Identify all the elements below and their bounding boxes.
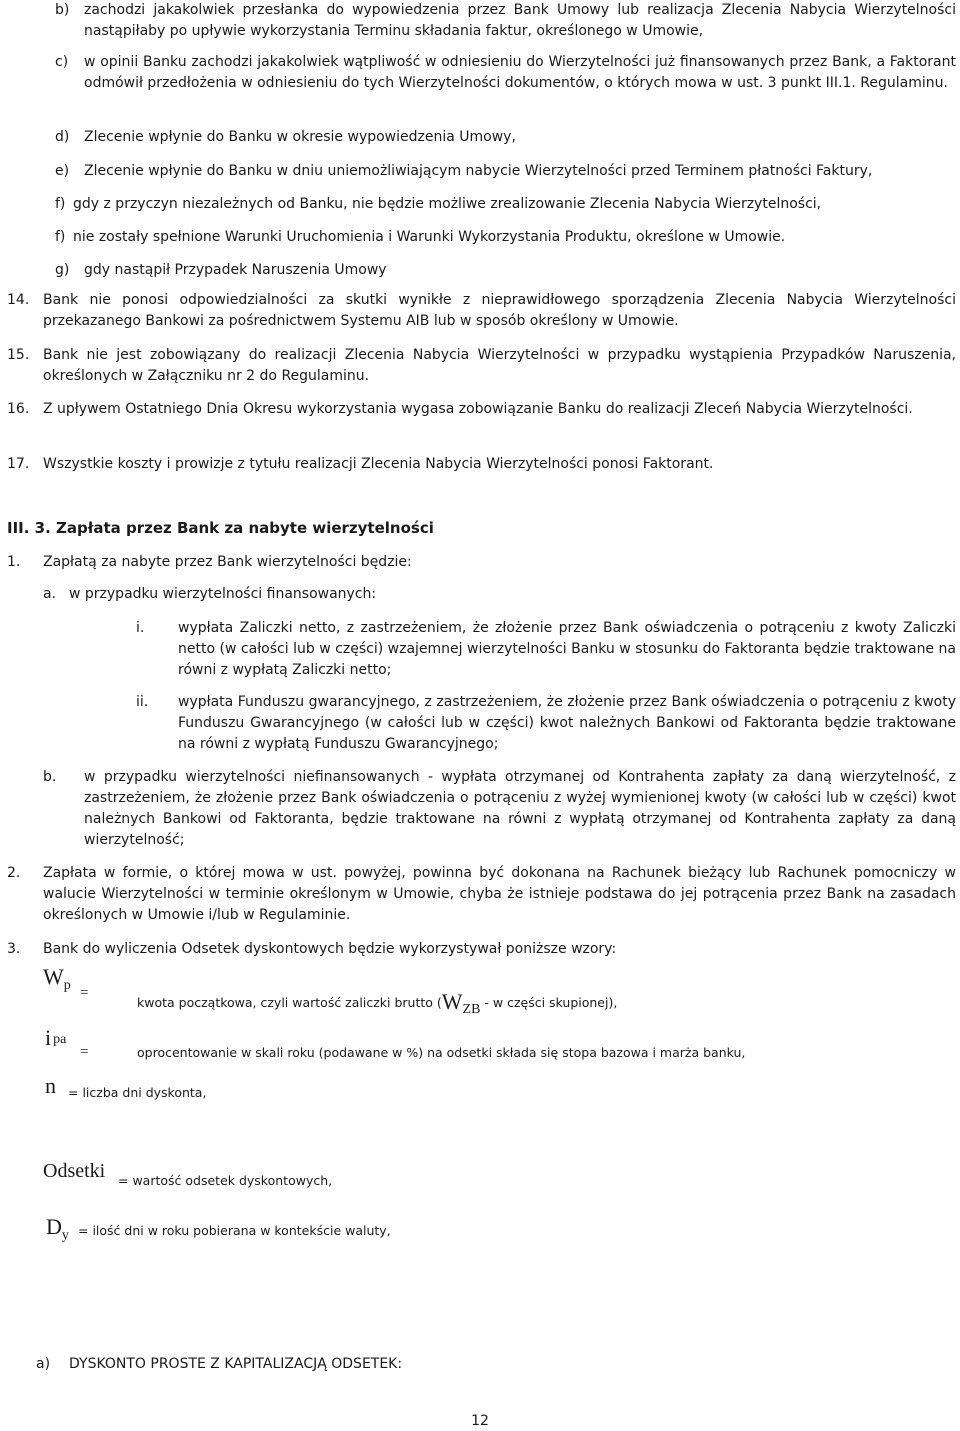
formula-equals: =: [80, 1044, 89, 1060]
roman-marker: i.: [136, 620, 145, 636]
list-marker: e): [55, 163, 70, 179]
numbered-item: Bank nie jest zobowiązany do realizacji Zlecenia Nabycia Wierzytelności w przypadku wystąpienia Przypadków Naruszenia, określonych w Załączniku nr 2 do Regulaminu.: [43, 347, 956, 384]
item-number: 14.: [7, 292, 30, 308]
list-item: w opinii Banku zachodzi jakakolwiek wątpliwość w odniesieniu do Wierzytelności już finansowanych przez Bank, a Faktorant odmówił przedłożenia w odniesieniu do tych Wierzytelności dokumentów, o których mowa w ust. 3 punkt III.1. Regulaminu.: [84, 54, 956, 91]
item-number: 2.: [7, 865, 21, 881]
item-number: 16.: [7, 401, 30, 417]
page-number: 12: [471, 1413, 489, 1429]
formula-symbol: $W_p$: [43, 964, 71, 993]
numbered-item: Zapłatą za nabyte przez Bank wierzytelności będzie:: [43, 554, 412, 570]
list-marker: f): [55, 229, 66, 245]
formula-symbol: Odsetki: [43, 1160, 106, 1182]
roman-item: wypłata Funduszu gwarancyjnego, z zastrzeżeniem, że złożenie przez Bank oświadczenia o potrąceniu z kwoty Funduszu Gwarancyjnego (w całości lub w części) kwot należnych Bankowi od Faktoranta będzie traktowane na równi z wypłatą Funduszu Gwarancyjnego;: [178, 694, 956, 752]
list-marker: c): [55, 54, 69, 70]
roman-item: wypłata Zaliczki netto, z zastrzeżeniem, że złożenie przez Bank oświadczenia o potrąceniu z kwoty Zaliczki netto (w całości lub w części) wzajemnej wierzytelności Banku w stosunku do Faktoranta będzie traktowane na równi z wypłatą Zaliczki netto;: [178, 620, 956, 678]
numbered-item: Wszystkie koszty i prowizje z tytułu realizacji Zlecenia Nabycia Wierzytelności ponosi Faktorant.: [43, 456, 714, 472]
list-item: zachodzi jakakolwiek przesłanka do wypowiedzenia przez Bank Umowy lub realizacja Zlecenia Nabycia Wierzytelności nastąpiłaby po upływie wykorzystania Terminu składania faktur, określonego w Umowie,: [84, 2, 956, 39]
item-number: 17.: [7, 456, 30, 472]
formula-symbol: ipa: [45, 1025, 67, 1050]
sub-marker: b.: [43, 769, 57, 785]
subsection-title: DYSKONTO PROSTE Z KAPITALIZACJĄ ODSETEK:: [69, 1356, 403, 1372]
section-heading: III. 3. Zapłata przez Bank za nabyte wierzytelności: [7, 519, 434, 537]
list-item: gdy z przyczyn niezależnych od Banku, nie będzie możliwe zrealizowanie Zlecenia Nabycia Wierzytelności,: [73, 196, 822, 212]
list-item: Zlecenie wpłynie do Banku w okresie wypowiedzenia Umowy,: [84, 129, 516, 145]
list-item: gdy nastąpił Przypadek Naruszenia Umowy: [84, 262, 387, 278]
numbered-item: Bank nie ponosi odpowiedzialności za skutki wynikłe z nieprawidłowego sporządzenia Zlecenia Nabycia Wierzytelności przekazanego Bankowi za pośrednictwem Systemu AIB lub w sposób określony w Umowie.: [43, 292, 956, 329]
formula-equals: =: [80, 985, 89, 1001]
item-number: 15.: [7, 347, 30, 363]
formula-description: oprocentowanie w skali roku (podawane w %) na odsetki składa się stopa bazowa i marża banku,: [137, 1045, 746, 1060]
sub-marker: a.: [43, 586, 57, 602]
formula-symbol: n: [45, 1073, 56, 1098]
sub-item: w przypadku wierzytelności niefinansowanych - wypłata otrzymanej od Kontrahenta zapłaty za daną wierzytelność, z zastrzeżeniem, że złożenie przez Bank oświadczenia o potrąceniu z wyżej wymienionej kwoty (w całości lub w części) kwot należnych Bankowi od Faktoranta, będzie traktowane na równi z wypłatą otrzymanej od Kontrahenta zapłaty za daną wierzytelność;: [84, 769, 956, 848]
list-marker: f): [55, 196, 66, 212]
formula-description: = ilość dni w roku pobierana w kontekście waluty,: [78, 1223, 391, 1238]
formula-symbol: $D_y$: [46, 1214, 69, 1243]
list-item: nie zostały spełnione Warunki Uruchomienia i Warunki Wykorzystania Produktu, określone w Umowie.: [73, 229, 786, 245]
subsection-marker: a): [36, 1356, 51, 1372]
list-item: Zlecenie wpłynie do Banku w dniu uniemożliwiającym nabycie Wierzytelności przed Terminem płatności Faktury,: [84, 163, 873, 179]
numbered-item: Z upływem Ostatniego Dnia Okresu wykorzystania wygasa zobowiązanie Banku do realizacji Zleceń Nabycia Wierzytelności.: [43, 401, 913, 417]
item-number: 1.: [7, 554, 21, 570]
formula-description: kwota początkowa, czyli wartość zaliczki brutto (WZB - w części skupionej),: [137, 989, 618, 1017]
sub-item: w przypadku wierzytelności finansowanych:: [69, 586, 377, 602]
numbered-item: Zapłata w formie, o której mowa w ust. powyżej, powinna być dokonana na Rachunek bieżący lub Rachunek pomocniczy w walucie Wierzytelności w terminie określonym w Umowie, chyba że istnieje podstawa do jej potrącenia przez Bank na zasadach określonych w Umowie i/lub w Regulaminie.: [43, 865, 956, 923]
list-marker: d): [55, 129, 70, 145]
list-marker: g): [55, 262, 70, 278]
formula-description: = liczba dni dyskonta,: [68, 1085, 207, 1100]
formula-description: = wartość odsetek dyskontowych,: [118, 1173, 333, 1188]
roman-marker: ii.: [136, 694, 149, 710]
item-number: 3.: [7, 941, 21, 957]
numbered-item: Bank do wyliczenia Odsetek dyskontowych będzie wykorzystywał poniższe wzory:: [43, 941, 617, 957]
list-marker: b): [55, 2, 70, 18]
